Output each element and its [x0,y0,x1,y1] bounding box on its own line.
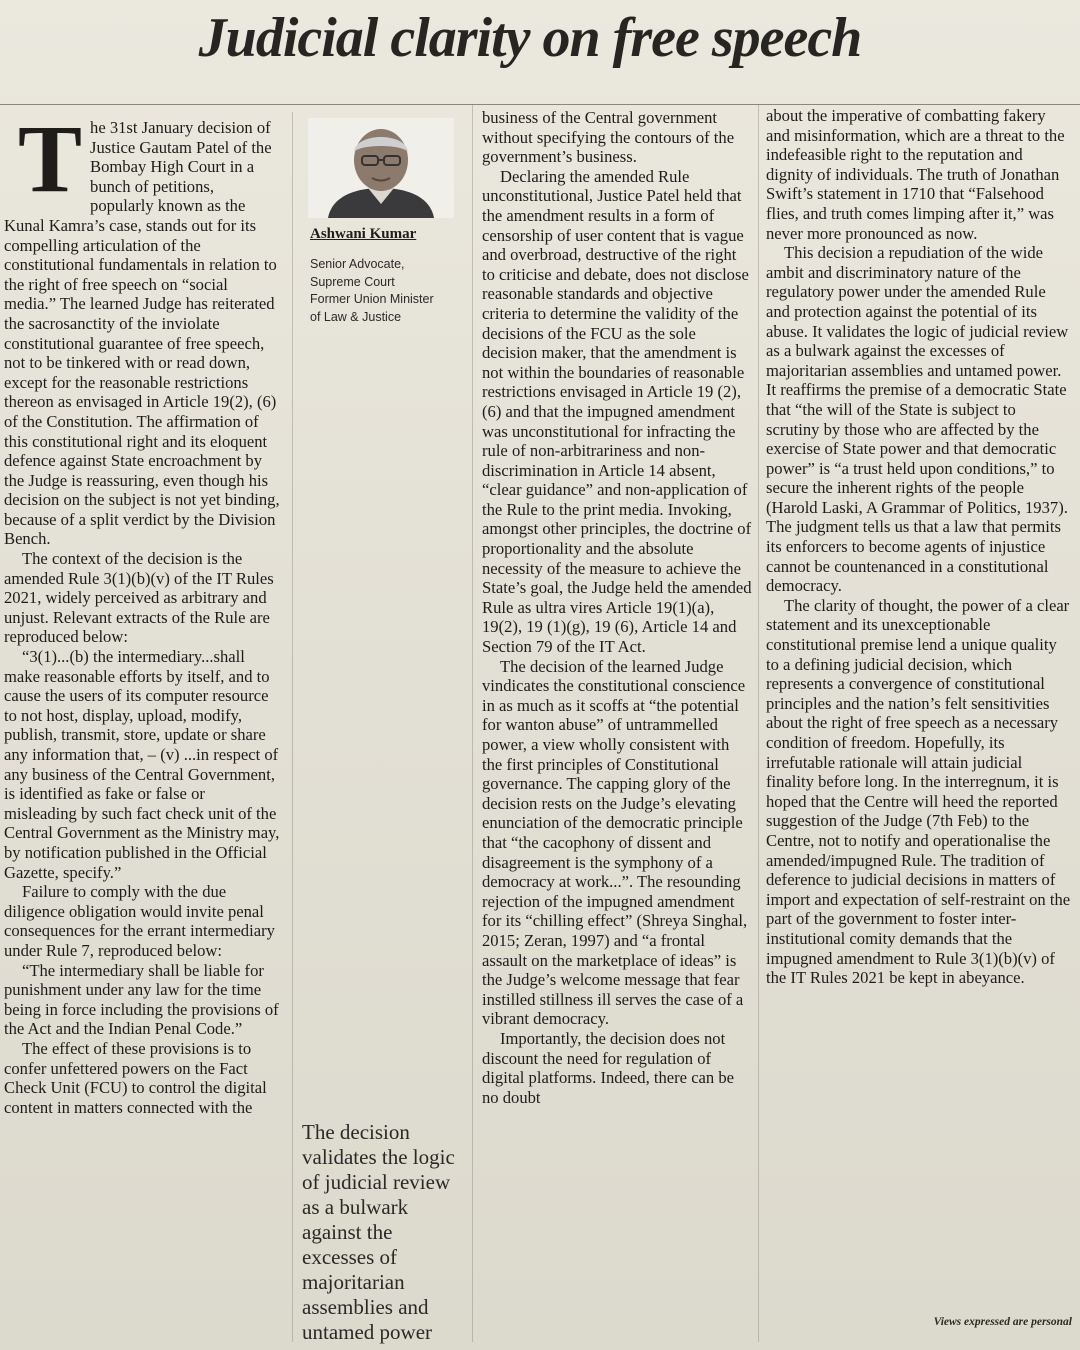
author-bio [310,256,460,326]
article-column-3 [482,108,752,1343]
author-bio-line: Former Union Minister [310,292,434,306]
author-bio-line: of Law & Justice [310,309,402,324]
article-column-4 [766,106,1072,1306]
paragraph: business of the Central government without specifying the contours of the government’s business. [482,108,735,167]
column-divider [472,104,473,1342]
article-column-1 [4,118,280,1348]
paragraph: The decision of the learned Judge vindicates the constitutional conscience in as much as it scoffs at “the potential for wanton abuse” of untrammelled power, a view wholly consistent with the first principles of Constitutional governance. The capping glory of the decision rests on the Judge’s elevating enunciation of the democratic principle that “the cacophony of dissent and disagreement is the symphony of a democracy at work...”. The resounding rejection of the impugned amendment for its “chilling effect” (Shreya Singhal, 2015; Zeran, 1997) and “a frontal assault on the marketplace of ideas” is the Judge’s welcome message that fear instilled stillness ill serves the case of a vibrant democracy. [482,656,748,1029]
paragraph: This decision a repudiation of the wide ambit and discriminatory nature of the regulatory power under the amended Rule and protection against the potential of its abuse. It validates the logic of judicial review as a bulwark against the excesses of majoritarian assemblies and untamed power. It reaffirms the premise of a democratic State that “the will of the State is subject to scrutiny by those who are affected by the exercise of State power and that democratic power” is “a trust held upon conditions,” to secure the inherent rights of the people (Harold Laski, A Grammar of Politics, 1937). The judgment tells us that a law that permits its enforcers to become agents of injustice cannot be countenanced in a constitutional democracy. [766,243,1069,596]
paragraph: he 31st January decision of Justice Gautam Patel of the Bombay High Court in a bunch of petitions, popularly known as the Kunal Kamra’s case, stands out for its compelling articulation of the constitutional fundamentals in relation to the right of free speech on “social media.” The learned Judge has reiterated the sacrosanctity of the inviolate constitutional guarantee of free speech, not to be tinkered with or read down, except for the reasonable restrictions thereon as envisaged in Article 19(2), (6) of the Constitution. The affirmation of this constitutional right and its eloquent defence against State encroachment by the Judge is reassuring, even though his decision on the subject is not yet binding, because of a split verdict by the Division Bench. [4,118,280,549]
disclaimer-footnote: Views expressed are personal [933,1316,1072,1328]
quote-paragraph: “3(1)...(b) the intermediary...shall make reasonable efforts by itself, and to cause the users of its computer resource to not host, display, upload, modify, publish, transmit, store, update or share any information that, – (v) ...in respect of any business of the Central Government, is identified as fake or false or misleading by such fact check unit of the Central Government as the Ministry may, by notification published in the Official Gazette, specify.” [4,647,280,882]
pull-quote: The decision validates the logic of judicial review as a bulwark against the excesses of majoritarian assemblies and untamed power [302,1120,455,1344]
paragraph: about the imperative of combatting fakery and misinformation, which are a threat to the indefeasible right to the reputation and dignity of individuals. The truth of Jonathan Swift’s statement in 1710 that “Falsehood flies, and truth comes limping after it,” was never more pronounced as now. [766,106,1065,243]
paragraph: The effect of these provisions is to confer unfettered powers on the Fact Check Unit (FCU) to control the digital content in matters connected with the [4,1038,267,1117]
author-bio-line: Supreme Court [310,274,395,289]
paragraph: Declaring the amended Rule unconstitutional, Justice Patel held that the amendment results in a form of censorship of user content that is vague and overbroad, destructive of the right to criticise and debate, does not disclose reasonable standards and objective criteria to determine the validity of the decisions of the FCU as the sole decision maker, that the amendment is not within the boundaries of reasonable restrictions envisaged in Article 19 (2), (6) and that the impugned amendment was unconstitutional for infracting the rule of non-arbitrariness and non-discrimination in Article 14 absent, “clear guidance” and non-application of the Rule to the print media. Invoking, amongst other principles, the doctrine of proportionality and the absolute necessity of the measure to achieve the State’s goal, the Judge held the amended Rule as ultra vires Article 19(1)(a), 19(2), 19 (1)(g), 19 (6), Article 14 and Section 79 of the IT Act. [482,166,752,657]
author-bio-line: Senior Advocate, [310,257,405,271]
column-divider [758,104,759,1342]
paragraph: The context of the decision is the amended Rule 3(1)(b)(v) of the IT Rules 2021, widely perceived as arbitrary and unjust. Relevant extracts of the Rule are reproduced below: [4,549,274,647]
paragraph: The clarity of thought, the power of a clear statement and its unexceptionable constitutional premise lend a unique quality to a defining judicial decision, which represents a convergence of constitutional principles and the nation’s felt sensitivities about the right of free speech as a necessary condition of freedom. Hopefully, its irrefutable rationale will attain judicial finality before long. In the interregnum, it is hoped that the Centre will heed the reported suggestion of the Judge (7th Feb) to the Centre, not to notify and operationalise the amended/impugned Rule. The tradition of deference to judicial decisions in matters of import and expectation of self-restraint on the part of the government to foster inter-institutional comity demands that the impugned amendment to Rule 3(1)(b)(v) of the IT Rules 2021 be kept in abeyance. [766,595,1071,988]
author-name: Ashwani Kumar [310,226,417,242]
paragraph: Importantly, the decision does not discount the need for regulation of digital platforms. Indeed, there can be no doubt [482,1028,735,1107]
drop-cap: T [18,118,83,212]
author-photo [308,118,454,218]
column-divider [292,112,293,1342]
headline: Judicial clarity on free speech [198,7,862,69]
author-portrait-image [308,118,454,218]
paragraph: Failure to comply with the due diligence obligation would invite penal consequences for the errant intermediary under Rule 7, reproduced below: [4,882,275,960]
quote-paragraph: “The intermediary shall be liable for punishment under any law for the time being in force including the provisions of the Act and the Indian Penal Code.” [4,960,279,1039]
headline-rule [0,104,1080,105]
